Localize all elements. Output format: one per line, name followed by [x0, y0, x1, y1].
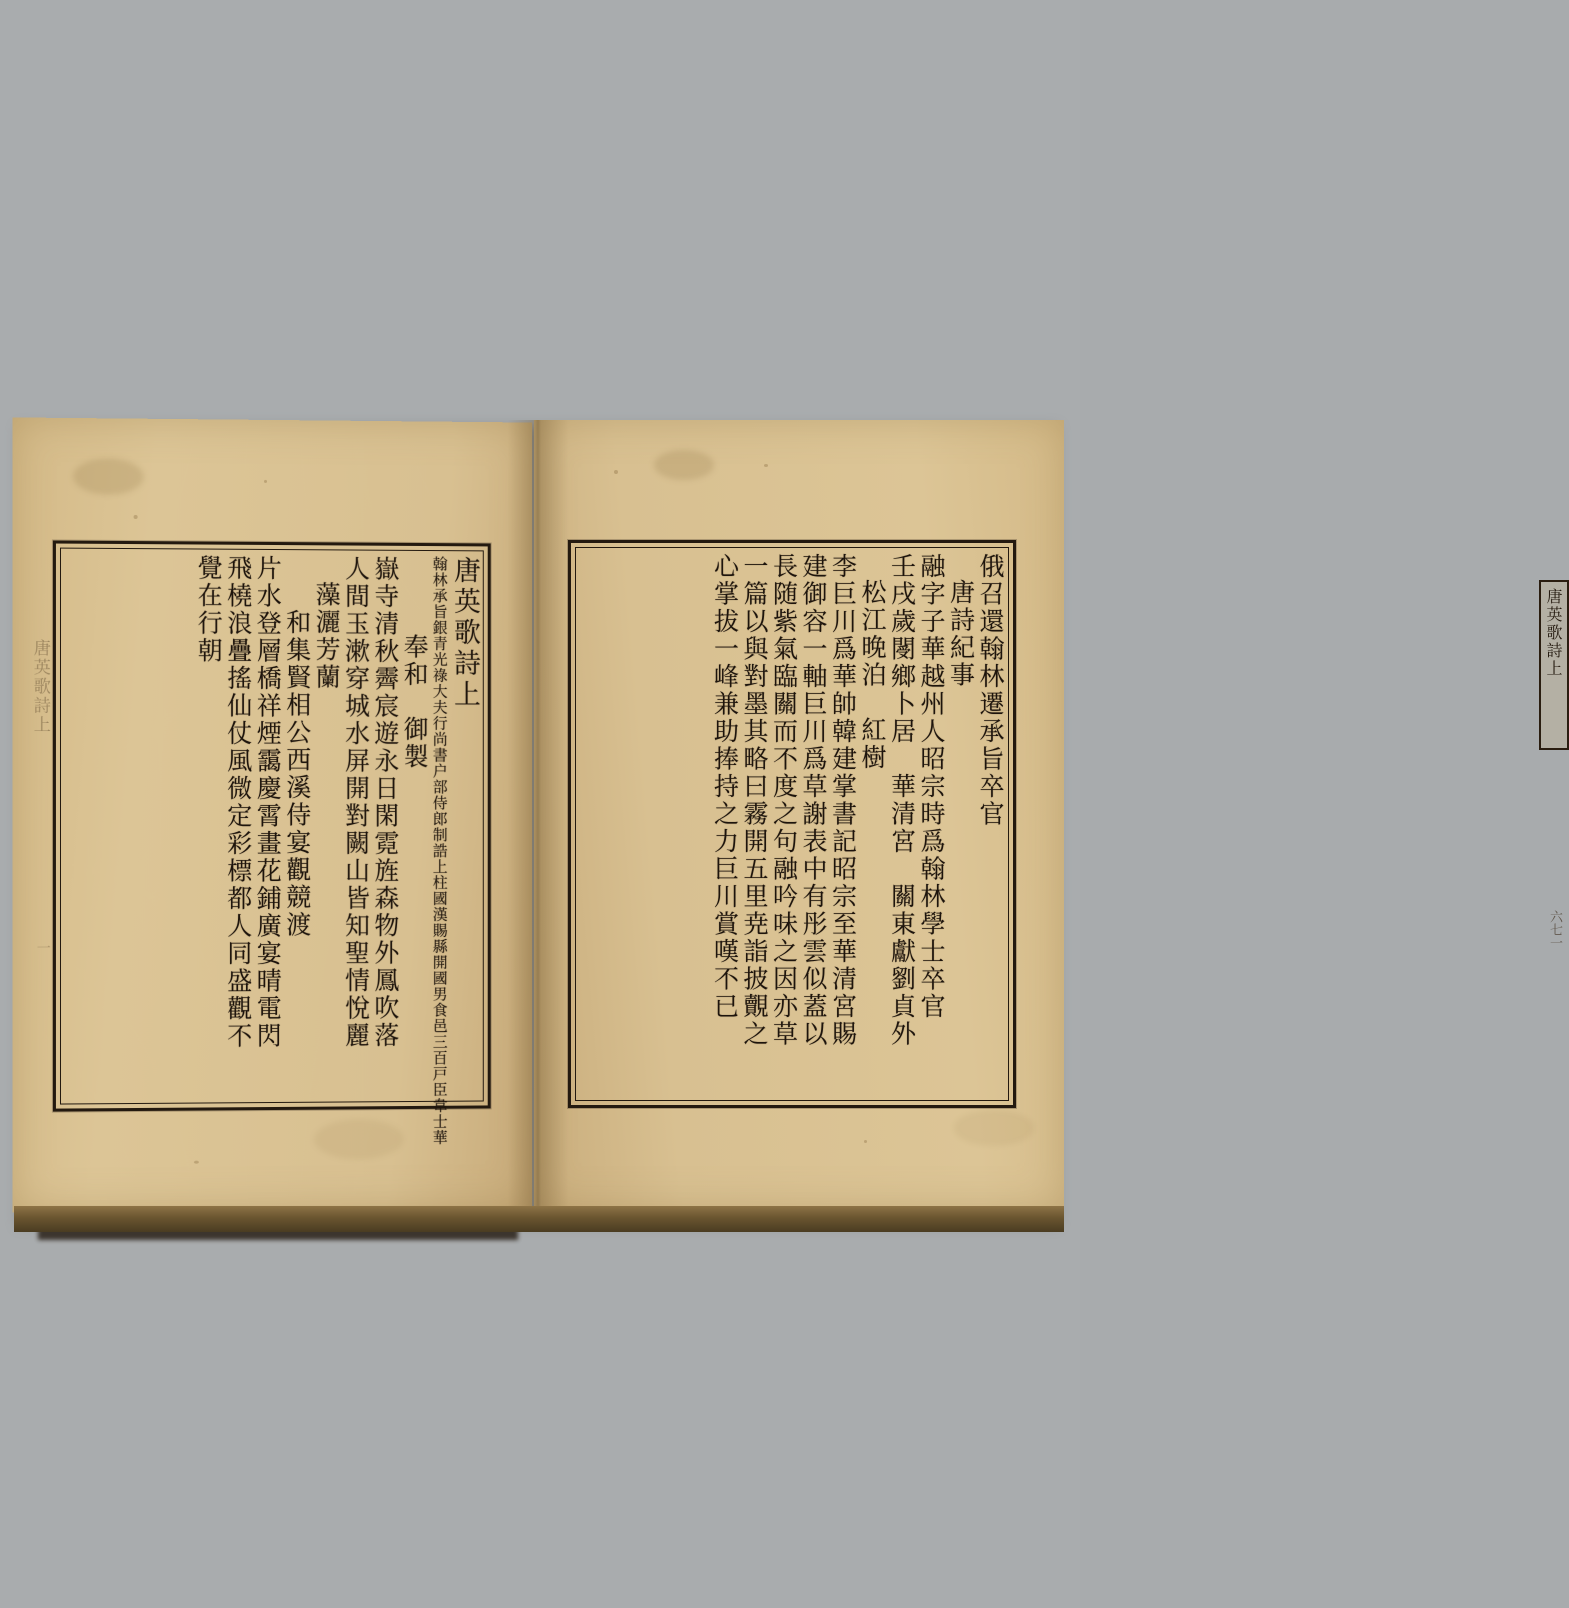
- entry-column-8: 一篇以與對墨其略曰霧開五里尭詣披覿之: [740, 553, 769, 1048]
- book-page-block-edge: [14, 1206, 1064, 1232]
- book-spread: [8, 420, 1563, 1230]
- paper-speckle: [764, 464, 768, 467]
- entry-column-5: 李巨川爲華帥韓建掌書記昭宗至華清宮賜: [828, 553, 858, 1048]
- entry-column-6: 建御容一軸巨川爲草謝表中有彤雲似蓋以: [799, 553, 828, 1048]
- poem-body-column-5: 飛橈浪疊搖仙仗風微定彩標都人同盛觀不: [223, 554, 253, 1051]
- left-margin-ghost-mark: 一: [34, 940, 51, 955]
- right-text-columns: [579, 553, 1005, 1097]
- paper-speckle: [864, 1140, 867, 1143]
- author-byline-column: 翰林承旨銀青光祿大夫行尚書户部侍郎制誥上柱國漢賜縣開國男食邑三百戸臣韋士華: [430, 556, 449, 1146]
- entry-column-4: 松江晚泊 紅樹: [858, 579, 887, 772]
- spine-title-slip: 唐英歌詩上: [1539, 580, 1569, 750]
- poem-body-column-2: 人間玉漱穿城水屏開對闕山皆知聖情悅麗: [341, 555, 371, 1050]
- left-text-columns: [64, 554, 480, 1146]
- paper-speckle: [614, 470, 618, 474]
- entry-column-7: 長随紫氣臨關而不度之句融吟味之因亦草: [769, 553, 799, 1048]
- poem-heading-column-1: 奉和 御製: [400, 633, 430, 771]
- paper-stain: [73, 458, 144, 495]
- poem-body-column-1: 嶽寺清秋霽宸遊永日閑霓旌森物外鳳吹落: [370, 555, 400, 1050]
- entry-column-9: 心掌拔一峰兼助捧持之力巨川賞嘆不已: [710, 553, 740, 1021]
- left-margin-ghost-text: 唐英歌詩上: [29, 638, 50, 735]
- paper-stain: [654, 450, 714, 480]
- left-text-frame: [53, 540, 491, 1146]
- paper-speckle: [264, 480, 267, 483]
- book-title-column: 唐英歌詩上: [449, 556, 480, 711]
- paper-speckle: [194, 1161, 199, 1164]
- entry-column-1: 俄召還翰林遷承旨卒官: [976, 553, 1005, 828]
- poem-body-column-4: 片水登層橋祥煙靄慶霄畫花鋪廣宴晴電閃: [253, 554, 283, 1051]
- poem-heading-column-2: 和集賢相公西溪侍宴觀競渡: [282, 609, 312, 939]
- entry-column-3: 壬戌歲閿鄉卜居 華清宮 關東獻劉貞外: [887, 553, 917, 1048]
- right-text-frame: [568, 540, 1016, 1108]
- left-page: [12, 417, 532, 1212]
- entry-column-2: 融字子華越州人昭宗時爲翰林學士卒官: [917, 553, 946, 1021]
- paper-stain: [314, 1119, 404, 1160]
- source-citation-column: 唐詩紀事: [946, 579, 976, 689]
- poem-body-column-6: 覺在行朝: [194, 554, 224, 665]
- poem-body-column-3: 藻灑芳蘭: [312, 581, 342, 692]
- paper-speckle: [134, 515, 138, 519]
- right-page: [534, 420, 1563, 1210]
- spine-page-mark: 六七一: [1547, 910, 1562, 949]
